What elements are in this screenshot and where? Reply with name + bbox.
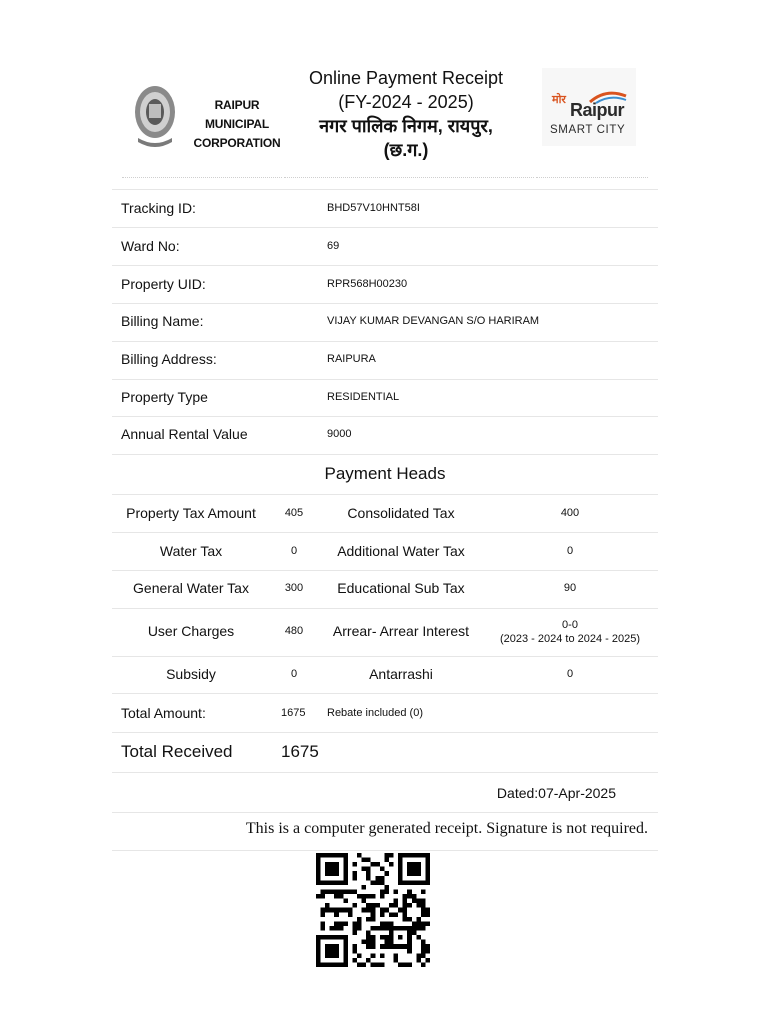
subsidy-label: Subsidy (166, 666, 216, 682)
divider (112, 850, 658, 851)
divider (112, 303, 658, 304)
billing-name-value: VIJAY KUMAR DEVANGAN S/O HARIRAM (327, 315, 540, 327)
additional-water-tax-label: Additional Water Tax (337, 543, 465, 559)
divider (112, 608, 658, 609)
antarrashi-value: 0 (566, 668, 574, 680)
qr-code (316, 853, 430, 967)
tracking-id-label: Tracking ID: (121, 200, 196, 216)
title-line3: नगर पालिक निगम, रायपुर, (319, 116, 493, 136)
divider (112, 189, 658, 190)
divider (122, 177, 282, 178)
title-line2: (FY-2024 - 2025) (338, 92, 474, 112)
org-name-line1: RAIPUR MUNICIPAL (205, 98, 269, 131)
receipt-header (112, 60, 658, 178)
general-water-tax-value: 300 (284, 582, 304, 594)
total-amount-label: Total Amount: (121, 705, 206, 721)
rebate-text: Rebate included (0) (327, 707, 424, 719)
educational-sub-tax-value: 90 (563, 582, 577, 594)
title-line4: (छ.ग.) (383, 140, 429, 160)
receipt-title (292, 66, 520, 162)
arrear-interest-amount: 0-0 (562, 619, 578, 631)
billing-name-label: Billing Name: (121, 313, 204, 329)
divider (112, 772, 658, 773)
divider (112, 732, 658, 733)
total-received-value: 1675 (281, 742, 319, 761)
educational-sub-tax-label: Educational Sub Tax (337, 580, 465, 596)
smart-city-tag: SMART CITY (550, 124, 626, 136)
smart-city-logo (542, 68, 636, 146)
arrear-interest-label: Arrear- Arrear Interest (332, 623, 470, 639)
divider (284, 177, 534, 178)
divider (112, 812, 658, 813)
municipal-seal-icon (132, 82, 178, 148)
divider (536, 177, 648, 178)
property-type-label: Property Type (121, 389, 208, 405)
ward-no-value: 69 (327, 240, 340, 252)
property-tax-label: Property Tax Amount (126, 505, 256, 521)
consolidated-tax-label: Consolidated Tax (347, 505, 455, 521)
total-received-label: Total Received (121, 742, 233, 761)
org-name-line2: CORPORATION (193, 136, 281, 150)
annual-rental-value: 9000 (327, 428, 352, 440)
title-line1: Online Payment Receipt (308, 68, 504, 88)
total-amount-value: 1675 (281, 707, 306, 719)
consolidated-tax-value: 400 (560, 507, 580, 519)
arrear-interest-period: (2023 - 2024 to 2024 - 2025) (499, 633, 641, 645)
divider (112, 570, 658, 571)
divider (112, 265, 658, 266)
divider (112, 416, 658, 417)
computer-generated-note: This is a computer generated receipt. Signature is not required. (245, 820, 648, 837)
water-tax-label: Water Tax (159, 543, 223, 559)
billing-address-label: Billing Address: (121, 351, 217, 367)
municipal-logo (132, 78, 280, 152)
divider (112, 341, 658, 342)
additional-water-tax-value: 0 (566, 545, 574, 557)
property-uid-label: Property UID: (121, 276, 206, 292)
smart-city-hindi: मोर (552, 94, 566, 106)
user-charges-label: User Charges (147, 623, 235, 639)
ward-no-label: Ward No: (121, 238, 180, 254)
divider (112, 693, 658, 694)
billing-address-value: RAIPURA (327, 353, 376, 365)
divider (112, 227, 658, 228)
divider (112, 454, 658, 455)
general-water-tax-label: General Water Tax (133, 580, 249, 596)
property-tax-value: 405 (284, 507, 304, 519)
annual-rental-value-label: Annual Rental Value (121, 426, 248, 442)
antarrashi-label: Antarrashi (369, 666, 433, 682)
arrear-interest-value (490, 618, 650, 646)
dated: Dated:07-Apr-2025 (496, 785, 616, 801)
payment-heads-title: Payment Heads (324, 464, 446, 483)
subsidy-value: 0 (290, 668, 298, 680)
divider (112, 656, 658, 657)
divider (112, 379, 658, 380)
divider (112, 532, 658, 533)
org-name (182, 96, 292, 153)
user-charges-value: 480 (284, 625, 304, 637)
water-tax-value: 0 (290, 545, 298, 557)
divider (112, 494, 658, 495)
tracking-id-value: BHD57V10HNT58I (327, 202, 420, 214)
property-uid-value: RPR568H00230 (327, 278, 408, 290)
smart-city-name: Raipur (570, 100, 625, 120)
property-type-value: RESIDENTIAL (327, 391, 400, 403)
